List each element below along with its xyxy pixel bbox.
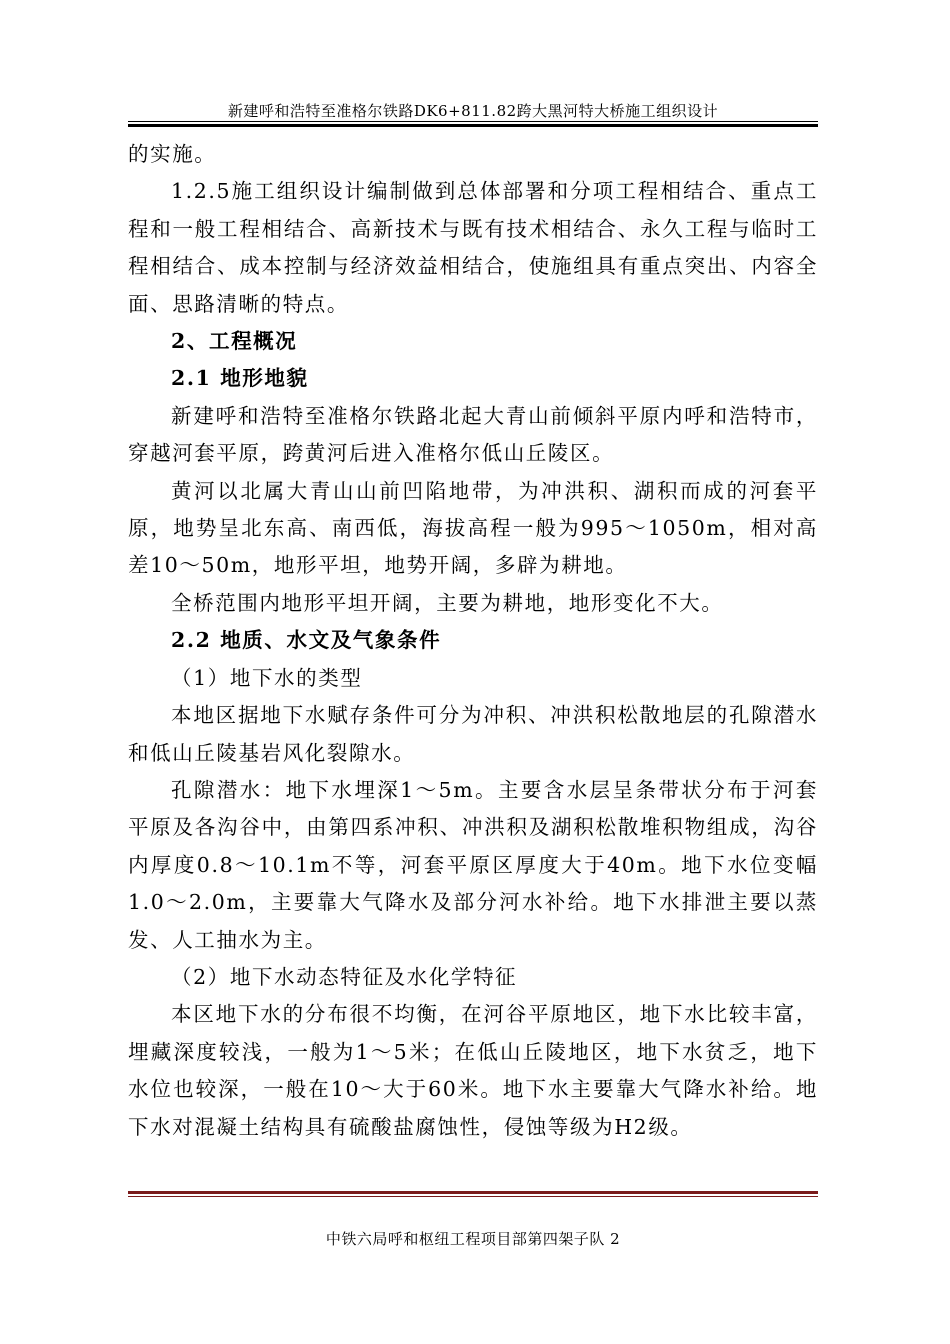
header-rule-thick: [128, 124, 818, 127]
paragraph-terrain: 黄河以北属大青山山前凹陷地带，为冲洪积、湖积而成的河套平原，地势呈北东高、南西低，海拔高程一般为995～1050m，相对高差10～50m，地形平坦，地势开阔，多辟为耕地。: [128, 478, 818, 578]
subheading-groundwater-type: （1）地下水的类型: [171, 665, 363, 690]
subheading-groundwater-dynamics: （2）地下水动态特征及水化学特征: [171, 964, 518, 989]
paragraph-1-2-5: 1.2.5施工组织设计编制做到总体部署和分项工程相结合、重点工程和一般工程相结合、高新技术与既有技术相结合、永久工程与临时工程相结合、成本控制与经济效益相结合，使施组具有重点突出、内容全面、思路清晰的特点。: [128, 179, 818, 316]
paragraph-route: 新建呼和浩特至准格尔铁路北起大青山前倾斜平原内呼和浩特市，穿越河套平原，跨黄河后进入准格尔低山丘陵区。: [128, 403, 818, 466]
section-heading-2: 2、工程概况: [171, 329, 298, 354]
section-heading-2-2: 2.2 地质、水文及气象条件: [171, 628, 442, 653]
section-heading-2-1: 2.1 地形地貌: [171, 366, 309, 391]
footer-rule-thick: [128, 1191, 818, 1194]
header-title: 新建呼和浩特至准格尔铁路DK6+811.82跨大黑河特大桥施工组织设计: [227, 102, 719, 120]
paragraph-groundwater-distribution: 本区地下水的分布很不均衡，在河谷平原地区，地下水比较丰富，埋藏深度较浅，一般为1～5米；在低山丘陵地区，地下水贫乏，地下水位也较深，一般在10～大于60米。地下水主要靠大气降水补给。地下水对混凝土结构具有硫酸盐腐蚀性，侵蚀等级为H2级。: [128, 1002, 818, 1139]
document-body: [128, 136, 818, 1146]
paragraph-continuation: 的实施。: [128, 142, 217, 166]
footer-text: 中铁六局呼和枢纽工程项目部第四架子队 2: [325, 1230, 621, 1248]
paragraph-bridge-range: 全桥范围内地形平坦开阔，主要为耕地，地形变化不大。: [171, 590, 724, 615]
footer-rule-thin: [128, 1196, 818, 1197]
header-rule-thin: [128, 121, 818, 122]
paragraph-groundwater-type: 本地区据地下水赋存条件可分为冲积、冲洪积松散地层的孔隙潜水和低山丘陵基岩风化裂隙水。: [128, 703, 818, 765]
paragraph-pore-water: 孔隙潜水：地下水埋深1～5m。主要含水层呈条带状分布于河套平原及各沟谷中，由第四系冲积、冲洪积及湖积松散堆积物组成，沟谷内厚度0.8～10.1m不等，河套平原区厚度大于40m。地下水位变幅1.0～2.0m，主要靠大气降水及部分河水补给。地下水排泄主要以蒸发、人工抽水为主。: [128, 777, 818, 952]
